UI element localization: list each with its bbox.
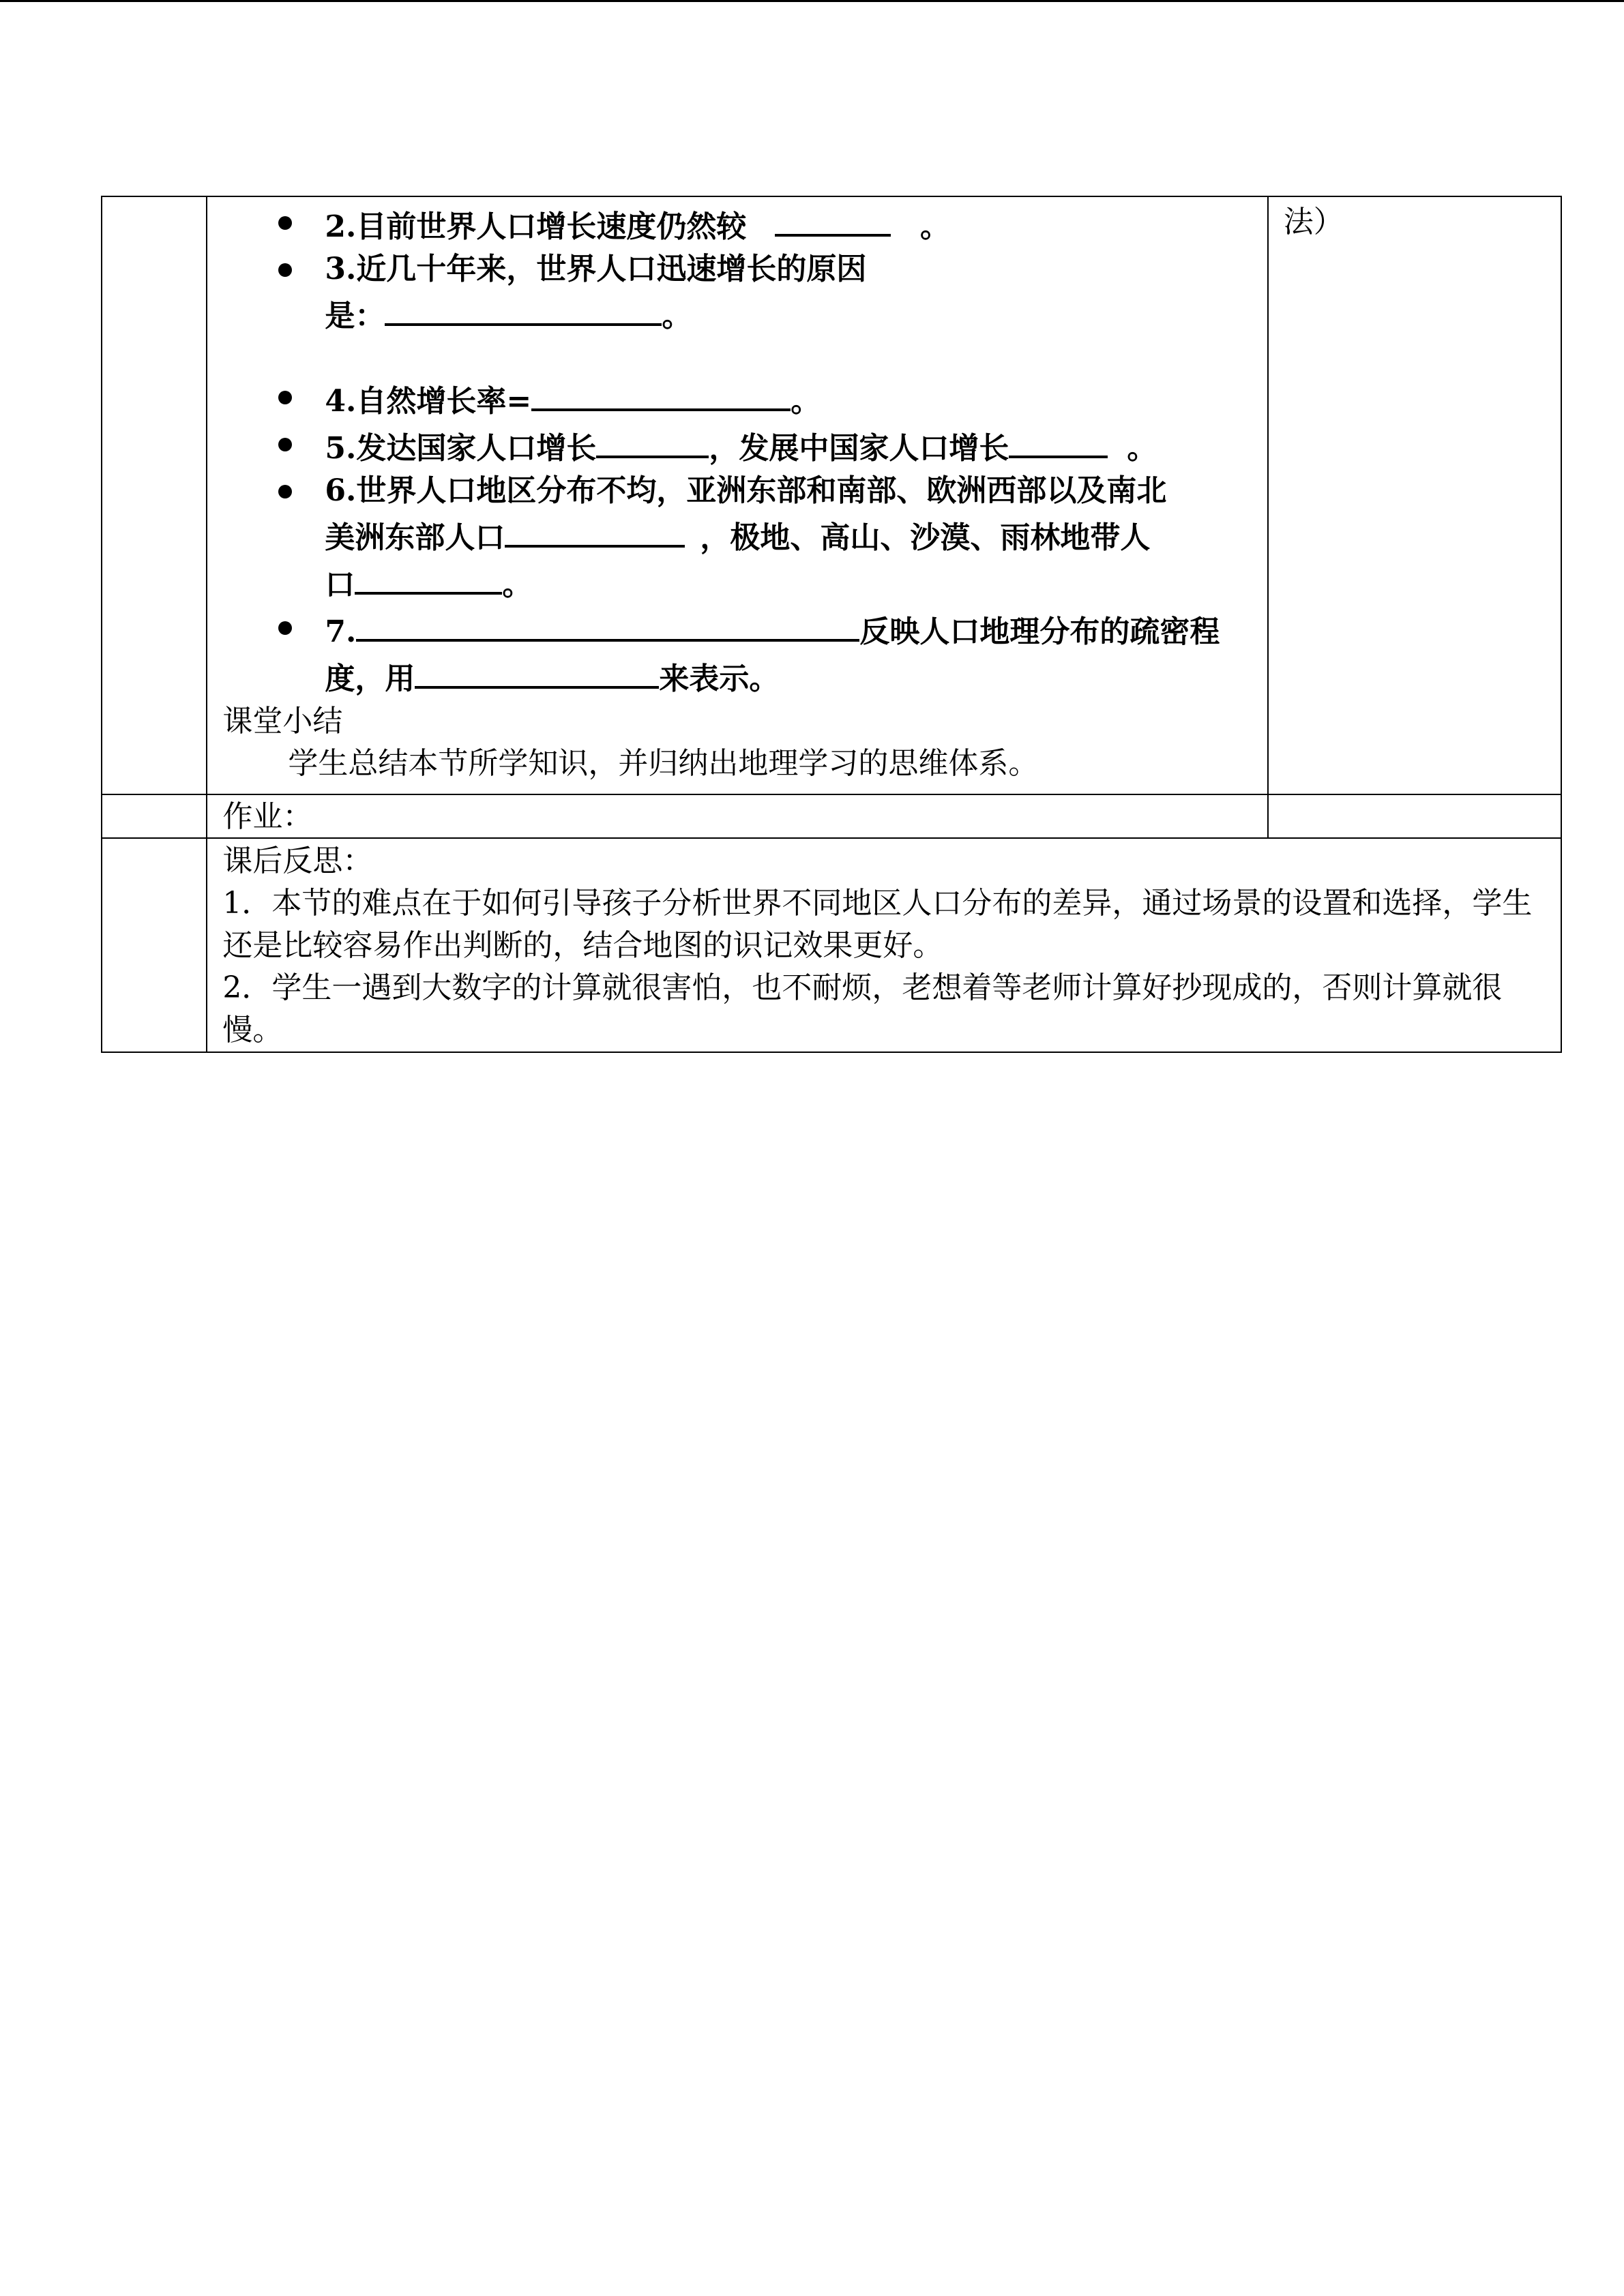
answer-blank[interactable]	[415, 653, 659, 689]
answer-blank[interactable]	[531, 376, 791, 411]
list-item-6: 6.世界人口地区分布不均，亚洲东部和南部、欧洲西部以及南北 美洲东部人口 ，极地、高山、沙漠、雨林地带人 口 。	[222, 470, 1260, 606]
answer-blank[interactable]	[596, 423, 709, 458]
reflection-row	[102, 838, 1561, 1052]
list-item-2: 2.目前世界人口增长速度仍然较 。	[222, 201, 1260, 248]
left-column-cell	[102, 794, 207, 838]
answer-blank[interactable]	[356, 606, 859, 642]
bullet-icon	[278, 438, 292, 451]
answer-blank[interactable]	[385, 290, 662, 326]
homework-label: 作业：	[207, 794, 1267, 838]
list-item-5: 5.发达国家人口增长 ，发展中国家人口增长 。	[222, 423, 1260, 470]
homework-row	[102, 794, 1561, 838]
content-row	[102, 196, 1561, 794]
summary-heading: 课堂小结	[222, 704, 343, 739]
list-item-4: 4.自然增长率= 。	[222, 376, 1260, 423]
side-note: 法）	[1283, 205, 1344, 239]
answer-blank[interactable]	[1009, 423, 1108, 458]
spacer	[222, 338, 1260, 376]
answer-blank[interactable]	[775, 201, 891, 237]
fill-in-list	[222, 201, 1260, 700]
left-column-cell	[102, 196, 207, 794]
reflection-cell	[207, 838, 1561, 1052]
reflection-paragraph-1: 1．本节的难点在于如何引导孩子分析世界不同地区人口分布的差异，通过场景的设置和选择，学生还是比较容易作出判断的，结合地图的识记效果更好。	[222, 886, 1533, 963]
page-top-border	[0, 0, 1624, 2]
bullet-icon	[278, 263, 292, 277]
bullet-icon	[278, 216, 292, 230]
content-cell	[207, 196, 1267, 794]
list-item-3: 3.近几十年来，世界人口迅速增长的原因 是： 。	[222, 248, 1260, 338]
answer-blank[interactable]	[505, 512, 685, 548]
list-item-7: 7. 反映人口地理分布的疏密程 度，用 来表示。	[222, 606, 1260, 700]
answer-blank[interactable]	[355, 559, 502, 595]
summary-body: 学生总结本节所学知识，并归纳出地理学习的思维体系。	[288, 746, 1039, 781]
lesson-table	[101, 196, 1562, 1053]
bullet-icon	[278, 485, 292, 498]
empty-cell	[1268, 794, 1561, 838]
reflection-heading: 课后反思：	[222, 844, 373, 878]
reflection-paragraph-2: 2．学生一遇到大数字的计算就很害怕，也不耐烦，老想着等老师计算好抄现成的，否则计算就很慢。	[222, 970, 1503, 1047]
bullet-icon	[278, 621, 292, 635]
left-column-cell	[102, 838, 207, 1052]
bullet-icon	[278, 391, 292, 404]
side-note-cell	[1268, 196, 1561, 794]
